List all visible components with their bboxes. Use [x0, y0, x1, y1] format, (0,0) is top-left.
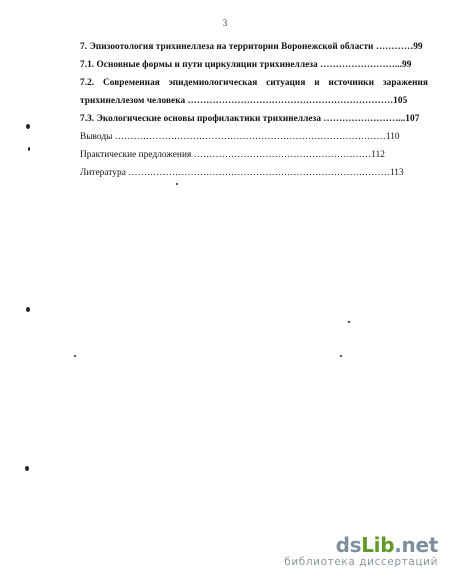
toc-entry-text-line2: трихинеллезом человека …………………………………………………………105	[80, 96, 408, 106]
toc-entry-7	[80, 38, 428, 56]
toc-entry-text: 7.3. Экологические основы профилактики трихинеллеза ……………………...107	[80, 114, 420, 124]
watermark-brand-lib: Lib	[361, 533, 395, 557]
watermark-brand-net: .net	[394, 533, 438, 557]
toc-entry-text: Практические предложения …………………………………………………112	[80, 150, 386, 160]
watermark-subtitle: библиотека диссертаций	[284, 556, 438, 568]
toc-entry-literature	[80, 164, 428, 182]
scan-speck	[25, 466, 29, 471]
toc-word: 7.2.	[80, 78, 95, 88]
scan-speck	[28, 147, 30, 151]
page-number: 3	[222, 18, 228, 28]
toc-entry-7-1	[80, 56, 428, 74]
dslib-watermark	[284, 534, 438, 568]
scan-speck	[74, 355, 76, 357]
toc-entry-text: 7. Эпизоотология трихинеллеза на территории Воронежской области …………99	[80, 42, 423, 52]
toc-entry-7-3	[80, 110, 428, 128]
scan-speck	[26, 124, 30, 129]
toc-word: эпидемиологическая	[168, 78, 258, 88]
toc-word: ситуация	[266, 78, 306, 88]
watermark-logo	[284, 534, 438, 556]
toc-entry-text: Литература …………………………………………………………………………113	[80, 168, 404, 178]
toc-entry-text-line1	[80, 74, 428, 92]
toc-word: и	[314, 78, 320, 88]
toc-entry-conclusions	[80, 128, 428, 146]
toc-word: Современная	[103, 78, 160, 88]
toc-word: источники	[328, 78, 374, 88]
table-of-contents	[80, 38, 428, 182]
toc-word: заражения	[382, 78, 428, 88]
scan-speck	[340, 355, 342, 357]
scan-speck	[348, 321, 350, 323]
toc-entry-7-2	[80, 74, 428, 110]
scan-speck	[26, 307, 30, 312]
toc-entry-text: Выводы ……………………………………………………………………………110	[80, 132, 400, 142]
watermark-brand-ds: ds	[335, 533, 362, 557]
scan-speck	[176, 183, 178, 185]
toc-entry-text: 7.1. Основные формы и пути циркуляции трихинеллеза ……………………...99	[80, 60, 412, 70]
toc-entry-recommendations	[80, 146, 428, 164]
